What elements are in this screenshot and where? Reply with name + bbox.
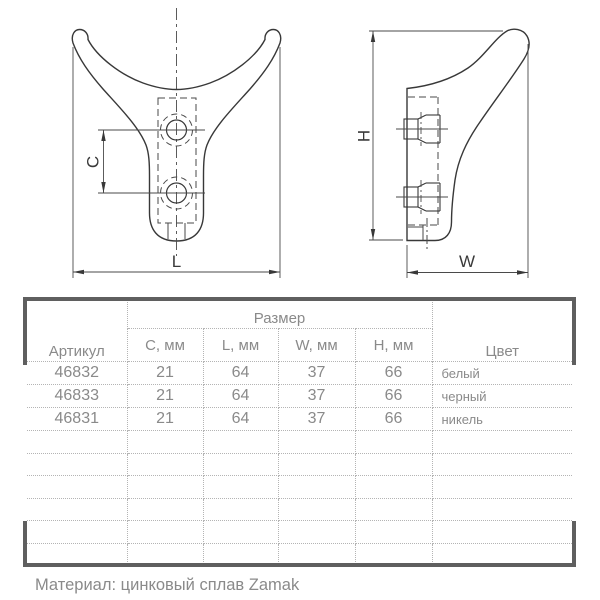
- cell-color: черный: [432, 385, 572, 408]
- cell-c: 21: [127, 385, 203, 408]
- material-note: Материал: цинковый сплав Zamak: [35, 576, 300, 594]
- cell-l: 64: [203, 362, 278, 385]
- empty-row: [27, 476, 572, 499]
- side-screw-boss-bottom: [396, 180, 448, 214]
- front-mounting-plate: [158, 98, 196, 223]
- technical-drawings: [0, 0, 600, 296]
- table-row: [27, 362, 572, 385]
- header-size-group: Размер: [127, 300, 432, 329]
- header-color: Цвет: [432, 300, 572, 362]
- spec-table: [27, 300, 572, 565]
- drawing-canvas: [0, 0, 600, 296]
- header-dim-c: C, мм: [127, 329, 203, 362]
- cell-w: 37: [278, 408, 355, 431]
- cell-w: 37: [278, 362, 355, 385]
- cell-article: 46832: [27, 362, 127, 385]
- table-row: [27, 385, 572, 408]
- cell-c: 21: [127, 408, 203, 431]
- cell-color: белый: [432, 362, 572, 385]
- cell-color: никель: [432, 408, 572, 431]
- cell-h: 66: [355, 408, 432, 431]
- empty-row: [27, 543, 572, 566]
- cell-w: 37: [278, 385, 355, 408]
- spec-table-grid: [27, 300, 572, 566]
- empty-row: [27, 521, 572, 544]
- empty-row: [27, 453, 572, 476]
- empty-row: [27, 498, 572, 521]
- cell-h: 66: [355, 385, 432, 408]
- table-row: [27, 408, 572, 431]
- cell-c: 21: [127, 362, 203, 385]
- header-article: Артикул: [27, 300, 127, 362]
- header-dim-l: L, мм: [203, 329, 278, 362]
- dimension-h: [369, 31, 503, 240]
- cell-l: 64: [203, 408, 278, 431]
- cell-l: 64: [203, 385, 278, 408]
- front-view-drawing: [72, 8, 280, 278]
- cell-article: 46833: [27, 385, 127, 408]
- header-dim-w: W, мм: [278, 329, 355, 362]
- side-outline: [407, 29, 529, 240]
- cell-article: 46831: [27, 408, 127, 431]
- header-dim-h: H, мм: [355, 329, 432, 362]
- side-view-drawing: [355, 29, 530, 278]
- dim-label-l: L: [171, 252, 182, 271]
- cell-h: 66: [355, 362, 432, 385]
- dim-label-h: H: [354, 129, 374, 143]
- dim-label-w: W: [458, 252, 476, 271]
- dim-label-c: C: [83, 155, 103, 169]
- side-bottom-tab: [408, 218, 427, 252]
- side-screw-boss-top: [396, 112, 448, 146]
- empty-row: [27, 431, 572, 454]
